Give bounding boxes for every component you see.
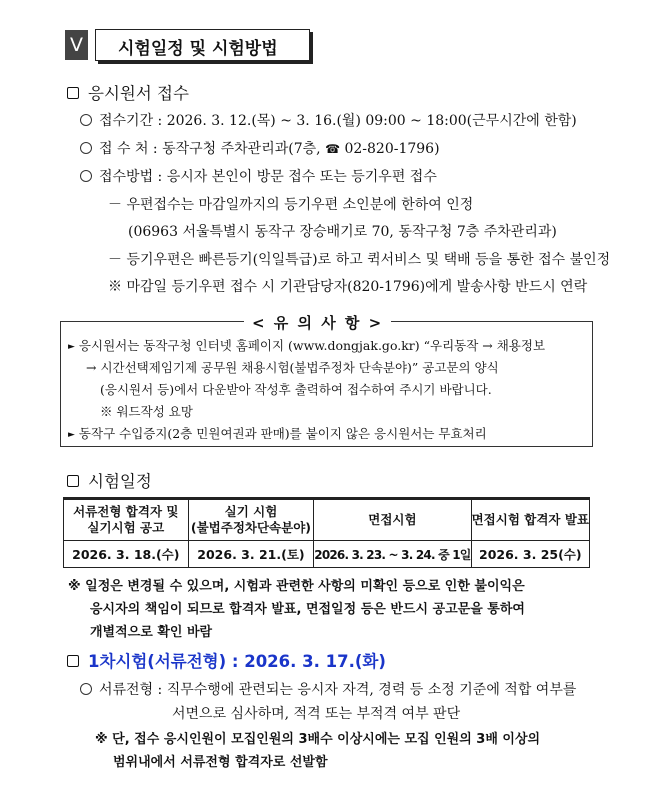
table-cell: 2026. 3. 18.(수) xyxy=(64,541,189,568)
table-header-cell: 면접시험 xyxy=(314,499,471,541)
phone-icon: ☎ xyxy=(325,142,341,156)
schedule-heading: 시험일정 xyxy=(67,468,152,492)
table-header-row xyxy=(64,499,590,541)
first-exam-note-2: 범위내에서 서류전형 합격자로 선발함 xyxy=(113,755,328,770)
first-exam-heading: 1차시험(서류전형) : 2026. 3. 17.(화) xyxy=(67,648,386,672)
first-exam-desc-2: 서면으로 심사하며, 적격 또는 부적격 여부 판단 xyxy=(172,706,461,722)
table-cell: 2026. 3. 25(수) xyxy=(471,541,589,568)
schedule-warning-2: 응시자의 책임이 되므로 합격자 발표, 면접일정 등은 반드시 공고문을 통하여 xyxy=(90,602,525,617)
circle-bullet-icon xyxy=(80,142,92,154)
notice-line-2: → 시간선택제임기제 공무원 채용시험(불법주정차 단속분야)” 공고문의 양식 xyxy=(86,360,499,375)
first-exam-desc-1: 서류전형 : 직무수행에 관련되는 응시자 자격, 경력 등 소정 기준에 적합 여부를 xyxy=(80,679,576,699)
triangle-bullet-icon: ► xyxy=(68,430,75,440)
section-title: 시험일정 및 시험방법 xyxy=(118,39,278,59)
table-cell: 2026. 3. 23. ~ 3. 24. 중 1일 xyxy=(314,541,471,568)
application-place: 접 수 처 : 동작구청 주차관리과(7층, ☎ 02-820-1796) xyxy=(80,138,440,158)
notice-line-5: ► 동작구 수입증지(2층 민원여권과 판매)를 붙이지 않은 응시원서는 무효처리 xyxy=(68,426,487,441)
application-method: 접수방법 : 응시자 본인이 방문 접수 또는 등기우편 접수 xyxy=(80,166,437,186)
section-number: Ⅴ xyxy=(65,30,88,60)
notice-title: < 유 의 사 항 > xyxy=(244,312,391,333)
first-exam-note-1: ※ 단, 접수 응시인원이 모집인원의 3배수 이상시에는 모집 인원의 3배 이상의 xyxy=(95,732,541,747)
postal-rule-2: － 등기우편은 빠른등기(익일특급)로 하고 퀵서비스 및 택배 등을 통한 접수 불인정 xyxy=(108,252,611,268)
circle-bullet-icon xyxy=(80,114,92,126)
application-heading: 응시원서 접수 xyxy=(67,80,189,104)
checkbox-square-icon xyxy=(67,475,79,487)
table-header-cell: 실기 시험 (불법주정차단속분야) xyxy=(188,499,314,541)
schedule-table xyxy=(63,497,590,568)
table-row xyxy=(64,541,590,568)
application-period: 접수기간 : 2026. 3. 12.(목) ~ 3. 16.(월) 09:00 ~ 18:00(근무시간에 한함) xyxy=(80,110,577,130)
notice-line-3: (응시원서 등)에서 다운받아 작성후 출력하여 접수하여 주시기 바랍니다. xyxy=(100,382,492,397)
notice-line-1: ► 응시원서는 동작구청 인터넷 홈페이지 (www.dongjak.go.kr) “우리동작 → 채용정보 xyxy=(68,338,546,353)
circle-bullet-icon xyxy=(80,170,92,182)
notice-line-4: ※ 워드작성 요망 xyxy=(100,404,193,419)
checkbox-square-icon xyxy=(67,655,79,667)
schedule-warning-1: ※ 일정은 변경될 수 있으며, 시험과 관련한 사항의 미확인 등으로 인한 불이익은 xyxy=(68,579,525,594)
table-header-cell: 면접시험 합격자 발표 xyxy=(471,499,589,541)
checkbox-square-icon xyxy=(67,87,79,99)
triangle-bullet-icon: ► xyxy=(68,342,75,352)
table-cell: 2026. 3. 21.(토) xyxy=(188,541,314,568)
schedule-warning-3: 개별적으로 확인 바람 xyxy=(90,625,213,640)
circle-bullet-icon xyxy=(80,683,92,695)
table-header-cell: 서류전형 합격자 및 실기시험 공고 xyxy=(64,499,189,541)
postal-address: (06963 서울특별시 동작구 장승배기로 70, 동작구청 7층 주차관리과) xyxy=(128,224,557,240)
postal-note: ※ 마감일 등기우편 접수 시 기관담당자(820-1796)에게 발송사항 반드시 연락 xyxy=(108,279,588,295)
postal-rule-1: － 우편접수는 마감일까지의 등기우편 소인분에 한하여 인정 xyxy=(108,197,474,213)
